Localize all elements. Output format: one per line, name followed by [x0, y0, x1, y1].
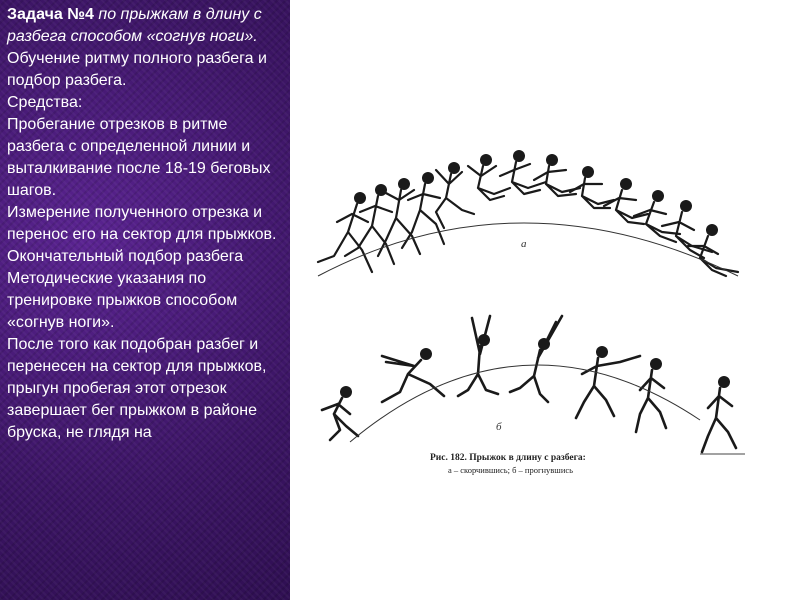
task-goal: Обучение ритму полного разбега и подбор разбега.	[7, 50, 267, 89]
figure-a9	[570, 166, 614, 208]
figure-a6	[468, 154, 510, 200]
paragraph-measure: Измерение полученного отрезка и перенос его на сектор для прыжков.	[7, 204, 277, 243]
arc-ground-b	[350, 365, 700, 442]
figure-a13	[688, 224, 738, 276]
figure-a5	[436, 162, 474, 228]
paragraph-final-selection: Окончательный подбор разбега	[7, 248, 244, 265]
figure-b2	[382, 348, 444, 402]
figure-b6	[636, 358, 666, 432]
figure-b3	[458, 316, 498, 396]
caption-title: Рис. 182. Прыжок в длину с разбега:	[430, 453, 586, 463]
figure-a12	[662, 200, 712, 258]
paragraph-means: Средства:	[7, 94, 83, 111]
figure-caption	[430, 452, 690, 476]
sequence-label-b: б	[496, 421, 502, 433]
jump-sequence-a	[318, 150, 738, 276]
figure-b4	[510, 316, 562, 402]
figure-a1	[318, 192, 372, 272]
caption-legend: а – скорчившись; б – прогнувшись	[448, 465, 574, 475]
jump-sequence-b	[322, 316, 736, 452]
figure-b1	[322, 386, 358, 440]
task-subtitle: по прыжкам в длину с разбега способом «согнув ноги».	[7, 6, 262, 45]
figure-b7	[702, 376, 736, 452]
paragraph-run-segments: Пробегание отрезков в ритме разбега с определенной линии и выталкивание после 18-19 беговых шагов.	[7, 116, 271, 199]
paragraph-method-notes: Методические указания по тренировке прыжков способом «согнув ноги».	[7, 270, 238, 331]
sequence-label-a: а	[521, 238, 527, 250]
figure-a7	[500, 150, 546, 194]
task-title: Задача №4	[7, 6, 94, 23]
paragraph-after-selection: После того как подобран разбег и перенесен на сектор для прыжков, прыгун пробегая этот отрезок завершает бег прыжком в районе бруска, не глядя на	[7, 336, 267, 441]
figure-b5	[576, 346, 640, 418]
